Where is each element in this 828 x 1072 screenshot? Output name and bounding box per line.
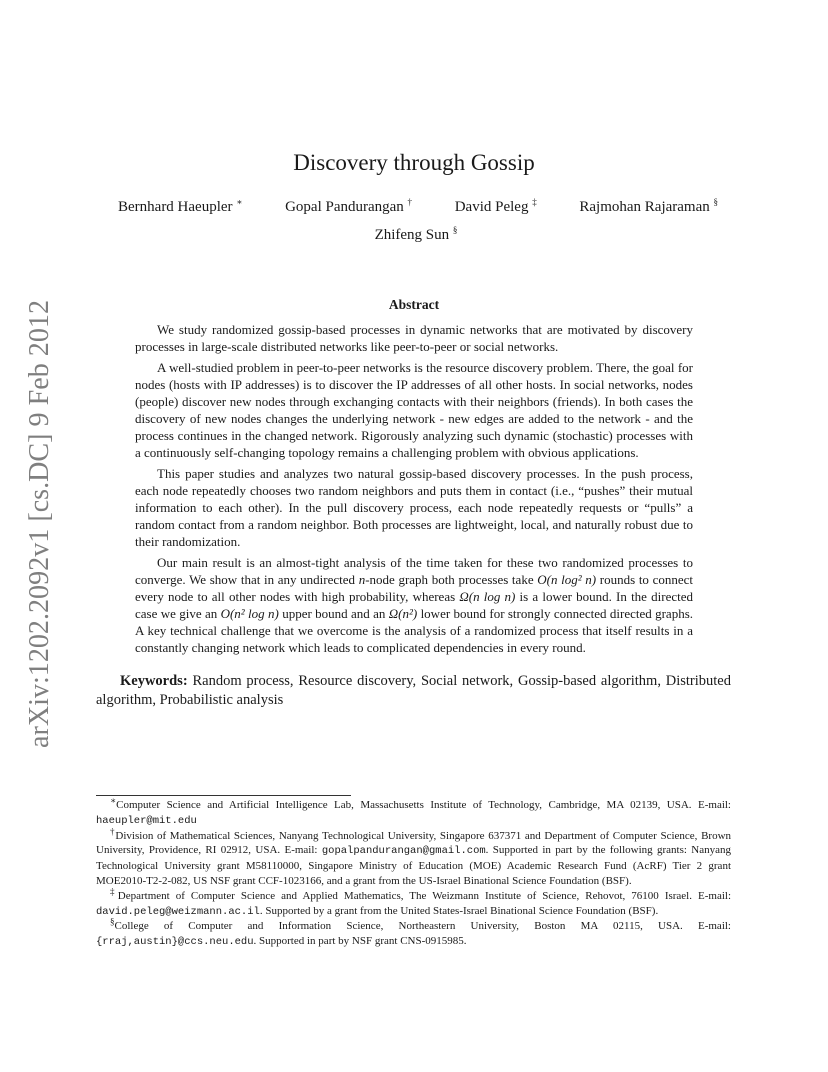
footnote: §College of Computer and Information Science, Northeastern University, Boston MA 02115, USA. E-mail: {rraj,austin}@ccs.neu.edu. Supported in part by NSF grant CNS-0915985. (96, 916, 731, 949)
abstract-heading: Abstract (388, 297, 440, 312)
abstract-paragraph: Our main result is an almost-tight analysis of the time taken for these two randomized processes to converge. We show that in any undirected n-node graph both processes take O(n log² n) rounds to connect every node to all other nodes with high probability, whereas Ω(n log n) is a lower bound. In the directed case we give an O(n² log n) upper bound and an Ω(n²) lower bound for strongly connected directed graphs. A key technical challenge that we overcome is the analysis of a randomized process that itself results in a constantly changing network which leads to complicated dependencies in every round. (135, 555, 694, 655)
math-directed-upper: O(n² log n) (220, 606, 279, 621)
footnote: ∗Computer Science and Artificial Intelligence Lab, Massachusetts Institute of Technology, Cambridge, MA 02139, USA. E-mail: haeupler@mit.edu (96, 795, 731, 827)
footnote: ‡Department of Computer Science and Applied Mathematics, The Weizmann Institute of Science, Rehovot, 76100 Israel. E-mail: david.peleg@weizmann.ac.il. Supported by a grant from the United States-Israel Binational Science Foundation (BSF). (96, 886, 732, 918)
author: Gopal Pandurangan † (285, 197, 413, 215)
footnote-divider (96, 795, 351, 796)
math-upper-bound: O(n log² n) (537, 572, 597, 587)
email-link: gopalpandurangan@gmail.com (321, 845, 486, 858)
abstract-paragraph: This paper studies and analyzes two natural gossip-based discovery processes. In the push process, each node repeatedly chooses two random neighbors and puts them in contact (i.e., “pushes” their mutual information to each other). In the pull discovery process, each node repeatedly requests or “pulls” a random contact from a random neighbor. Both processes are lightweight, local, and naturally robust due to their randomization. (135, 466, 693, 549)
email-link: haeupler@mit.edu (96, 814, 197, 827)
author: Bernhard Haeupler ∗ (118, 197, 243, 215)
author: Zhifeng Sun § (374, 225, 458, 243)
author: David Peleg ‡ (454, 197, 537, 215)
email-link: david.peleg@weizmann.ac.il (96, 905, 260, 918)
author-list (96, 196, 736, 246)
footnote: †Division of Mathematical Sciences, Nanyang Technological University, Singapore 637371 and Department of Computer Science, Brown University, Providence, RI 02912, USA. E-mail: gopalpandurangan@gmail.com. Supported in part by the following grants: Nanyang Technological University grant M58110000, Singapore Ministry of Education (MOE) Academic Research Fund (AcRF) Tier 2 grant MOE2010-T2-2-082, US NSF grant CCF-1023166, and a grant from the US-Israel Binational Science Foundation (BSF). (96, 825, 732, 887)
paper-title: Discovery through Gossip (293, 150, 535, 175)
abstract-paragraph: A well-studied problem in peer-to-peer networks is the resource discovery problem. There, the goal for nodes (hosts with IP addresses) is to discover the IP addresses of all other hosts. In social networks, nodes (people) discover new nodes through exchanging contacts with their neighbors (friends). In both cases the discovery of new nodes changes the underlying network - new edges are added to the network - and the process continues in the changed network. Rigorously analyzing such dynamic (stochastic) processes with a continuously self-changing topology remains a challenging problem with obvious applications. (135, 360, 693, 460)
keywords (96, 672, 731, 710)
arxiv-id-text: arXiv:1202.2092v1 [cs.DC] 9 Feb 2012 (24, 301, 55, 748)
arxiv-identifier (22, 300, 58, 748)
keywords-text: Random process, Resource discovery, Social network, Gossip-based algorithm, Distributed algorithm, Probabilistic analysis (96, 673, 731, 708)
email-link: {rraj,austin}@ccs.neu.edu (96, 936, 254, 949)
footnotes (96, 795, 732, 950)
math-lower-bound: Ω(n log n) (459, 589, 516, 604)
keywords-label: Keywords: (120, 673, 188, 689)
abstract-body (135, 321, 693, 660)
author: Rajmohan Rajaraman § (579, 197, 718, 215)
math-directed-lower: Ω(n²) (388, 606, 418, 621)
abstract-paragraph: We study randomized gossip-based processes in dynamic networks that are motivated by discovery processes in large-scale distributed networks like peer-to-peer or social networks. (135, 322, 693, 354)
